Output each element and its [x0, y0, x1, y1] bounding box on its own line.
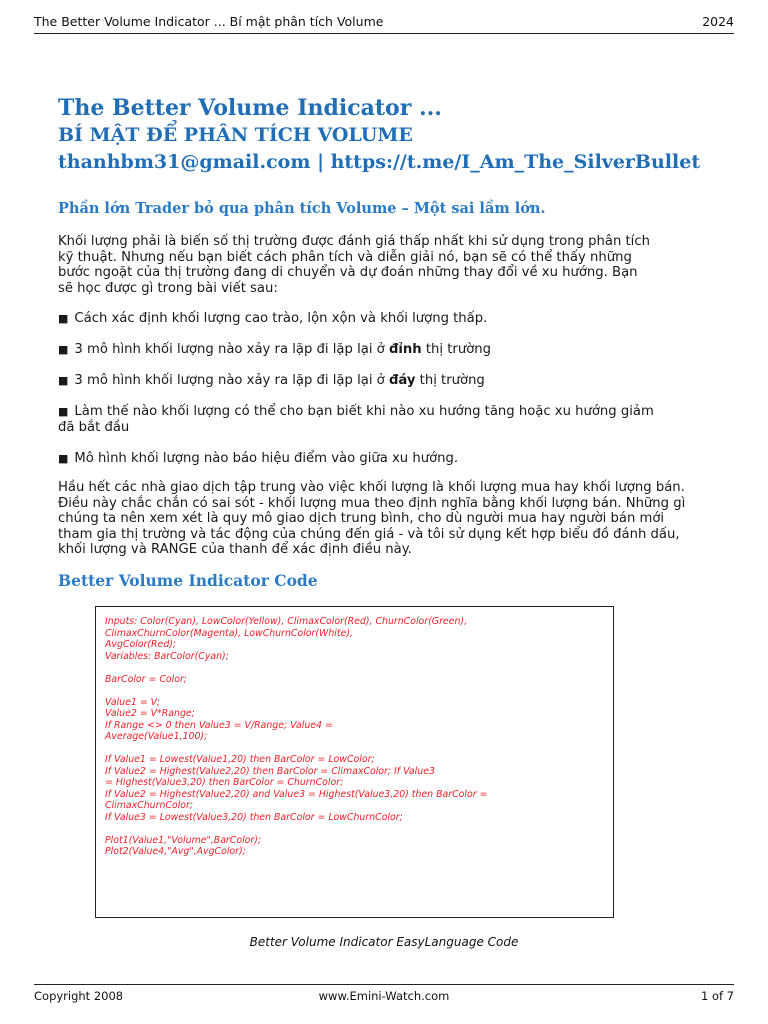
square-bullet-icon: ■: [58, 343, 69, 356]
header-title: The Better Volume Indicator ... Bí mật phân tích Volume: [34, 14, 384, 29]
bullet-item: ■ Mô hình khối lượng nào báo hiệu điểm vào giữa xu hướng.: [58, 451, 459, 466]
code-line: [105, 662, 605, 674]
page-footer: [34, 984, 734, 1003]
intro-line: Khối lượng phải là biến số thị trường được đánh giá thấp nhất khi sử dụng trong phân tích: [58, 234, 650, 249]
section-heading-2: Better Volume Indicator Code: [58, 571, 318, 590]
code-line: Plot1(Value1,"Volume",BarColor);: [105, 834, 262, 846]
code-listing: [105, 616, 605, 858]
code-box: [95, 606, 614, 918]
section-heading-1: Phần lớn Trader bỏ qua phân tích Volume – Một sai lầm lớn.: [58, 200, 546, 217]
page-header: [34, 14, 734, 34]
square-bullet-icon: ■: [58, 452, 69, 465]
code-line: Average(Value1,100);: [105, 731, 208, 742]
bullet-item: ■ 3 mô hình khối lượng nào xảy ra lặp đi lặp lại ở đáy thị trường: [58, 373, 485, 388]
code-line: If Value2 = Highest(Value2,20) and Value3 = Highest(Value3,20) then BarColor =: [105, 788, 488, 800]
paragraph-line: khối lượng và RANGE của thanh để xác định điều này.: [58, 542, 412, 557]
code-caption: Better Volume Indicator EasyLanguage Code: [249, 935, 519, 949]
code-line: If Value3 = Lowest(Value3,20) then BarColor = LowChurnColor;: [105, 811, 403, 823]
title-contact-line: thanhbm31@gmail.com | https://t.me/I_Am_The_SilverBullet: [58, 151, 701, 173]
title-line-1: The Better Volume Indicator ...: [58, 95, 442, 121]
code-line: If Range <> 0 then Value3 = V/Range; Value4 =: [105, 719, 333, 731]
code-line: AvgColor(Red);: [105, 639, 177, 650]
code-line: Inputs: Color(Cyan), LowColor(Yellow), ClimaxColor(Red), ChurnColor(Green),: [105, 616, 468, 627]
title-line-2: BÍ MẬT ĐỂ PHÂN TÍCH VOLUME: [58, 124, 413, 146]
code-line: Variables: BarColor(Cyan);: [105, 650, 229, 662]
code-line: If Value2 = Highest(Value2,20) then BarColor = ClimaxColor; If Value3: [105, 765, 435, 777]
paragraph-line: Hầu hết các nhà giao dịch tập trung vào việc khối lượng là khối lượng mua hay khối lượng bán.: [58, 480, 685, 495]
intro-line: kỹ thuật. Nhưng nếu bạn biết cách phân tích và diễn giải nó, bạn sẽ có thể thấy những: [58, 249, 632, 265]
paragraph-line: tham gia thị trường và tác động của chúng đến giá - và tôi sử dụng kết hợp biểu đồ đánh dấu,: [58, 526, 680, 542]
code-line: [105, 823, 605, 835]
square-bullet-icon: ■: [58, 374, 69, 387]
document-title: [58, 94, 748, 176]
intro-line: sẽ học được gì trong bài viết sau:: [58, 280, 278, 296]
bullet-item: ■ Cách xác định khối lượng cao trào, lộn xộn và khối lượng thấp.: [58, 311, 488, 326]
code-line: = Highest(Value3,20) then BarColor = ChurnColor;: [105, 777, 344, 788]
code-line: ClimaxChurnColor;: [105, 800, 194, 811]
square-bullet-icon: ■: [58, 312, 69, 325]
body-paragraph: [58, 480, 723, 558]
intro-paragraph: [58, 234, 708, 296]
code-line: [105, 743, 605, 755]
code-line: BarColor = Color;: [105, 673, 187, 685]
intro-line: bước ngoặt của thị trường đang di chuyển và dự đoán những thay đổi về xu hướng. Bạn: [58, 265, 638, 280]
footer-website: www.Emini-Watch.com: [318, 989, 450, 1003]
code-line: Plot2(Value4,"Avg",AvgColor);: [105, 846, 246, 857]
footer-page-number: 1 of 7: [700, 989, 734, 1003]
paragraph-line: Điều này chắc chắn có sai sót - khối lượng mua theo định nghĩa bằng khối lượng bán. Những gì: [58, 495, 686, 511]
code-line: [105, 685, 605, 697]
square-bullet-icon: ■: [58, 405, 69, 418]
footer-copyright: Copyright 2008: [34, 989, 124, 1003]
code-line: If Value1 = Lowest(Value1,20) then BarColor = LowColor;: [105, 754, 375, 765]
bullet-item: ■ 3 mô hình khối lượng nào xảy ra lặp đi lặp lại ở đỉnh thị trường: [58, 342, 492, 357]
paragraph-line: chúng ta nên xem xét là quy mô giao dịch trung bình, cho dù người mua hay người bán mới: [58, 511, 665, 526]
code-line: Value2 = V*Range;: [105, 708, 195, 719]
bullet-item: ■ Làm thế nào khối lượng có thể cho bạn biết khi nào xu hướng tăng hoặc xu hướng giảm đã bắt đầu: [58, 404, 654, 435]
code-line: Value1 = V;: [105, 696, 160, 708]
header-year: 2024: [702, 14, 734, 29]
code-line: ClimaxChurnColor(Magenta), LowChurnColor(White),: [105, 627, 353, 639]
